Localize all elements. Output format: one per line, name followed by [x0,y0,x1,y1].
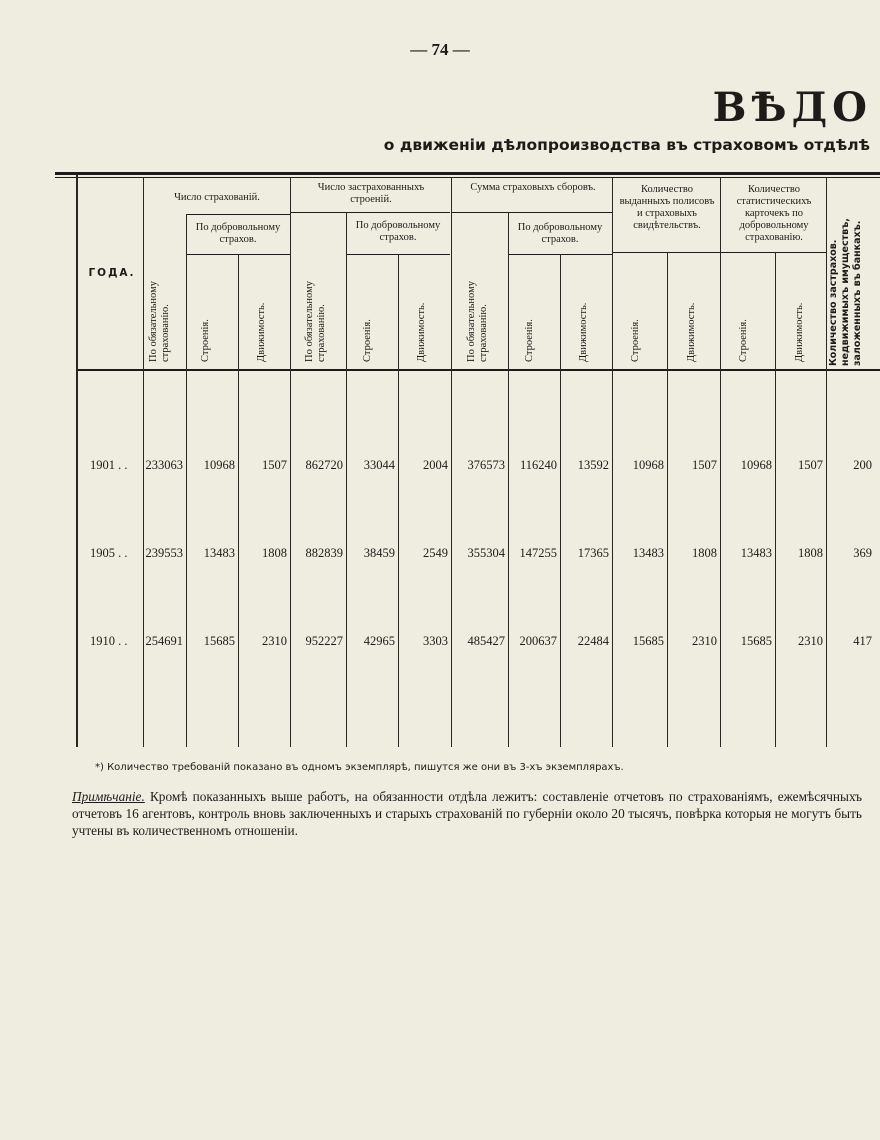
footnote: *) Количество требованiй показано въ одномъ экземплярѣ, пишутся же они въ 3-хъ экземплярахъ. [95,762,624,773]
page-title: ВѢДО [712,84,872,131]
table-cell: 10968 [203,458,235,472]
movables-header: Движимость. [578,302,589,362]
table-cell: 952227 [305,634,343,648]
group-header-insured-buildings: Число застрахованныхъ строенiй. [317,182,425,205]
table-cell: 1808 [262,546,287,560]
voluntary-header: По добровольному страхов. [517,222,603,245]
mandatory-header: По обязательному страхованiю. [304,281,327,362]
table-cell: 147255 [519,546,557,560]
remark-text: Кромѣ показанныхъ выше работъ, на обязанности отдѣла лежитъ: составленiе отчетовъ по страхованiямъ, ежемѣсячныхъ отчетовъ 16 агентовъ, контроль вновь заключенныхъ и старыхъ страхованiй по губернiи около 20 тысячъ, повѣрка которыя не могутъ быть учтены въ количественномъ отношенiи. [72,789,862,838]
mortgaged-property-header: Количество застрахов. недвижимыхъ имуществъ, заложенныхъ въ банкахъ. [828,218,863,366]
table-cell: 239553 [145,546,183,560]
table-cell: 254691 [145,634,183,648]
buildings-header: Строенiя. [200,319,211,362]
group-header-cards: Количество статистическихъ карточекъ по добровольному страхованiю. [736,184,812,243]
table-cell: 42965 [363,634,395,648]
movables-header: Движимость. [686,302,697,362]
buildings-header: Строенiя. [524,319,535,362]
voluntary-header: По добровольному страхов. [195,222,281,245]
table-cell: 862720 [305,458,343,472]
mandatory-header: По обязательному страхованiю. [466,281,489,362]
group-rule-cards [720,252,826,253]
table-cell: 417 [853,634,872,648]
row-year: 1905 . . [90,546,128,560]
mandatory-header: По обязательному страхованiю. [148,281,171,362]
table-cell: 2004 [423,458,448,472]
table-cell: 1808 [692,546,717,560]
table-cell: 1507 [798,458,823,472]
table-cell: 15685 [632,634,664,648]
group-header-premiums: Сумма страховыхъ сборовъ. [470,182,596,193]
table-cell: 369 [853,546,872,560]
table-cell: 233063 [145,458,183,472]
buildings-header: Строенiя. [738,319,749,362]
remark-paragraph [72,788,862,839]
table-cell: 15685 [740,634,772,648]
voluntary-header: По добровольному страхов. [355,220,441,243]
table-cell: 1507 [692,458,717,472]
table-cell: 13483 [203,546,235,560]
movables-header: Движимость. [416,302,427,362]
table-cell: 13592 [577,458,609,472]
column-rule [398,254,399,747]
table-cell: 485427 [467,634,505,648]
header-bottom-rule [76,369,880,371]
table-cell: 116240 [519,458,557,472]
movables-header: Движимость. [256,302,267,362]
table-cell: 13483 [740,546,772,560]
column-rule [76,175,78,747]
year-column-header: ГОДА. [88,267,136,279]
table-cell: 355304 [467,546,505,560]
table-cell: 38459 [363,546,395,560]
remark-lead: Примѣчанiе. [72,789,145,804]
column-rule [238,254,239,747]
group-header-policies: Количество выданныхъ полисовъ и страховыхъ свидѣтельствъ. [619,184,715,231]
page-number: — 74 — [410,40,470,59]
table-cell: 15685 [203,634,235,648]
table-top-rule [55,172,880,175]
buildings-header: Строенiя. [362,319,373,362]
table-cell: 33044 [363,458,395,472]
table-cell: 1507 [262,458,287,472]
group-rule-insurances [186,214,290,215]
table-cell: 13483 [632,546,664,560]
table-cell: 3303 [423,634,448,648]
column-rule [186,214,187,747]
column-rule [560,254,561,747]
column-rule [346,212,347,747]
buildings-header: Строенiя. [630,319,641,362]
table-cell: 376573 [467,458,505,472]
table-top-rule-thin [55,177,880,178]
table-cell: 1808 [798,546,823,560]
column-rule [667,252,668,747]
column-rule [775,252,776,747]
table-cell: 10968 [740,458,772,472]
table-cell: 2310 [798,634,823,648]
row-year: 1910 . . [90,634,128,648]
group-header-insurances: Число страхованiй. [174,192,260,203]
row-year: 1901 . . [90,458,128,472]
table-cell: 10968 [632,458,664,472]
table-cell: 2549 [423,546,448,560]
table-cell: 200 [853,458,872,472]
page-subtitle: о движенiи дѣлопроизводства въ страховомъ отдѣлѣ [383,136,870,154]
table-cell: 200637 [519,634,557,648]
column-rule [508,212,509,747]
movables-header: Движимость. [794,302,805,362]
group-rule-premiums [452,212,612,213]
table-cell: 22484 [577,634,609,648]
table-cell: 2310 [692,634,717,648]
table-cell: 882839 [305,546,343,560]
table-cell: 17365 [577,546,609,560]
table-cell: 2310 [262,634,287,648]
group-rule-buildings [290,212,450,213]
group-rule-policies [612,252,720,253]
